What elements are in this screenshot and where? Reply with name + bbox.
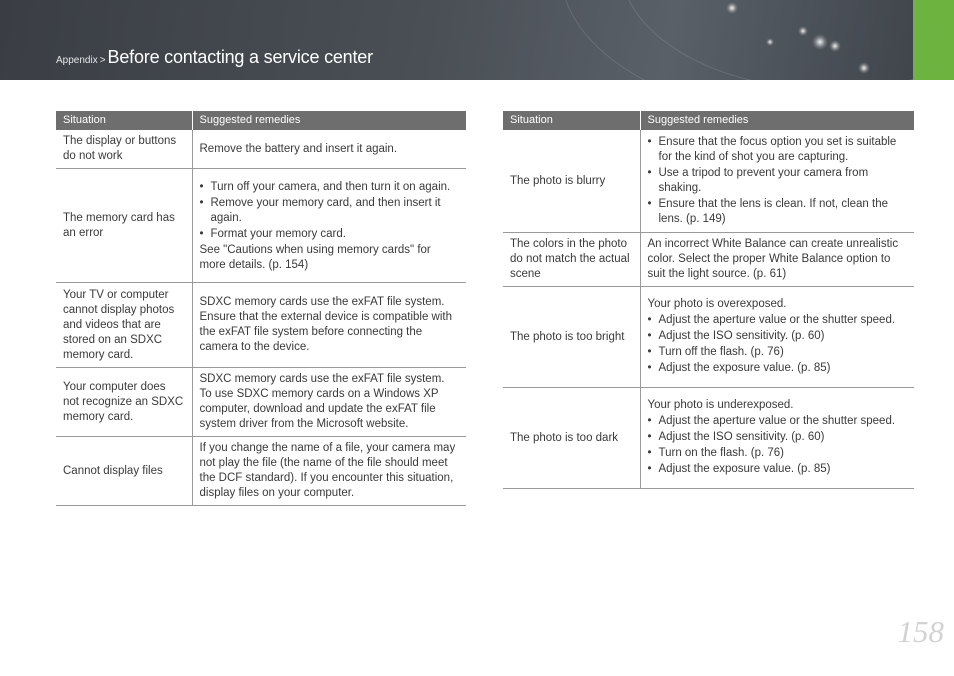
table-row xyxy=(503,233,914,287)
list-item: • Adjust the exposure value. (p. 85) xyxy=(648,361,908,376)
list-item: • Use a tripod to prevent your camera from shaking. xyxy=(648,166,908,196)
remedy-cell xyxy=(640,130,914,233)
situation-cell: The photo is blurry xyxy=(503,130,640,233)
remedy-list xyxy=(648,414,908,477)
situation-cell: Cannot display files xyxy=(56,437,192,506)
situation-cell: The colors in the photo do not match the actual scene xyxy=(503,233,640,287)
table-row xyxy=(56,437,466,506)
situation-cell: The photo is too dark xyxy=(503,388,640,489)
column-header-remedies: Suggested remedies xyxy=(640,111,914,130)
section-color-tab xyxy=(913,0,954,80)
remedy-cell: Remove the battery and insert it again. xyxy=(192,130,466,169)
list-item: • Turn off the flash. (p. 76) xyxy=(648,345,908,360)
remedy-list xyxy=(200,180,460,242)
remedy-cell: SDXC memory cards use the exFAT file system. To use SDXC memory cards on a Windows XP computer, download and update the exFAT file system driver from the Microsoft website. xyxy=(192,368,466,437)
light-sparkle xyxy=(858,62,870,74)
remedy-cell: An incorrect White Balance can create unrealistic color. Select the proper White Balance option to suit the light source. (p. 61) xyxy=(640,233,914,287)
breadcrumb xyxy=(56,47,373,68)
page-title: Before contacting a service center xyxy=(107,47,373,67)
remedy-note: See "Cautions when using memory cards" for more details. (p. 154) xyxy=(199,243,431,271)
table-row xyxy=(56,368,466,437)
light-sparkle xyxy=(812,34,828,50)
table-row xyxy=(56,283,466,368)
table-row xyxy=(503,287,914,388)
column-header-situation: Situation xyxy=(56,111,192,130)
remedy-list xyxy=(648,135,908,227)
column-header-remedies: Suggested remedies xyxy=(192,111,466,130)
remedy-cell xyxy=(640,388,914,489)
remedy-cell xyxy=(192,169,466,283)
remedy-intro: Your photo is underexposed. xyxy=(647,399,794,411)
page-number: 158 xyxy=(897,614,944,649)
light-sparkle xyxy=(726,2,738,14)
remedy-cell: SDXC memory cards use the exFAT file system. Ensure that the external device is compatible with the exFAT file system before connecting the camera to the device. xyxy=(192,283,466,368)
list-item: • Adjust the exposure value. (p. 85) xyxy=(648,462,908,477)
troubleshooting-table-right xyxy=(503,111,914,489)
list-item: • Ensure that the lens is clean. If not, clean the lens. (p. 149) xyxy=(648,197,908,227)
remedy-cell: If you change the name of a file, your camera may not play the file (the name of the file should meet the DCF standard). If you encounter this situation, display files on your computer. xyxy=(192,437,466,506)
list-item: • Adjust the aperture value or the shutter speed. xyxy=(648,313,908,328)
list-item: • Turn off your camera, and then turn it on again. xyxy=(200,180,460,195)
situation-cell: The display or buttons do not work xyxy=(56,130,192,169)
breadcrumb-separator: > xyxy=(99,55,106,66)
list-item: • Format your memory card. xyxy=(200,227,460,242)
list-item: • Ensure that the focus option you set is suitable for the kind of shot you are capturing. xyxy=(648,135,908,165)
light-sparkle xyxy=(766,38,774,46)
light-sparkle xyxy=(798,26,808,36)
table-row xyxy=(56,130,466,169)
column-header-situation: Situation xyxy=(503,111,640,130)
remedy-cell xyxy=(640,287,914,388)
situation-cell: The photo is too bright xyxy=(503,287,640,388)
list-item: • Turn on the flash. (p. 76) xyxy=(648,446,908,461)
table-row xyxy=(56,169,466,283)
troubleshooting-table-left xyxy=(56,111,466,506)
situation-cell: Your TV or computer cannot display photos and videos that are stored on an SDXC memory card. xyxy=(56,283,192,368)
situation-cell: The memory card has an error xyxy=(56,169,192,283)
remedy-intro: Your photo is overexposed. xyxy=(647,298,787,310)
list-item: • Adjust the aperture value or the shutter speed. xyxy=(648,414,908,429)
page-header xyxy=(0,0,954,80)
table-row xyxy=(503,130,914,233)
light-sparkle xyxy=(829,40,841,52)
list-item: • Adjust the ISO sensitivity. (p. 60) xyxy=(648,329,908,344)
situation-cell: Your computer does not recognize an SDXC memory card. xyxy=(56,368,192,437)
breadcrumb-parent[interactable]: Appendix xyxy=(56,55,98,66)
table-row xyxy=(503,388,914,489)
remedy-list xyxy=(648,313,908,376)
list-item: • Remove your memory card, and then insert it again. xyxy=(200,196,460,226)
list-item: • Adjust the ISO sensitivity. (p. 60) xyxy=(648,430,908,445)
